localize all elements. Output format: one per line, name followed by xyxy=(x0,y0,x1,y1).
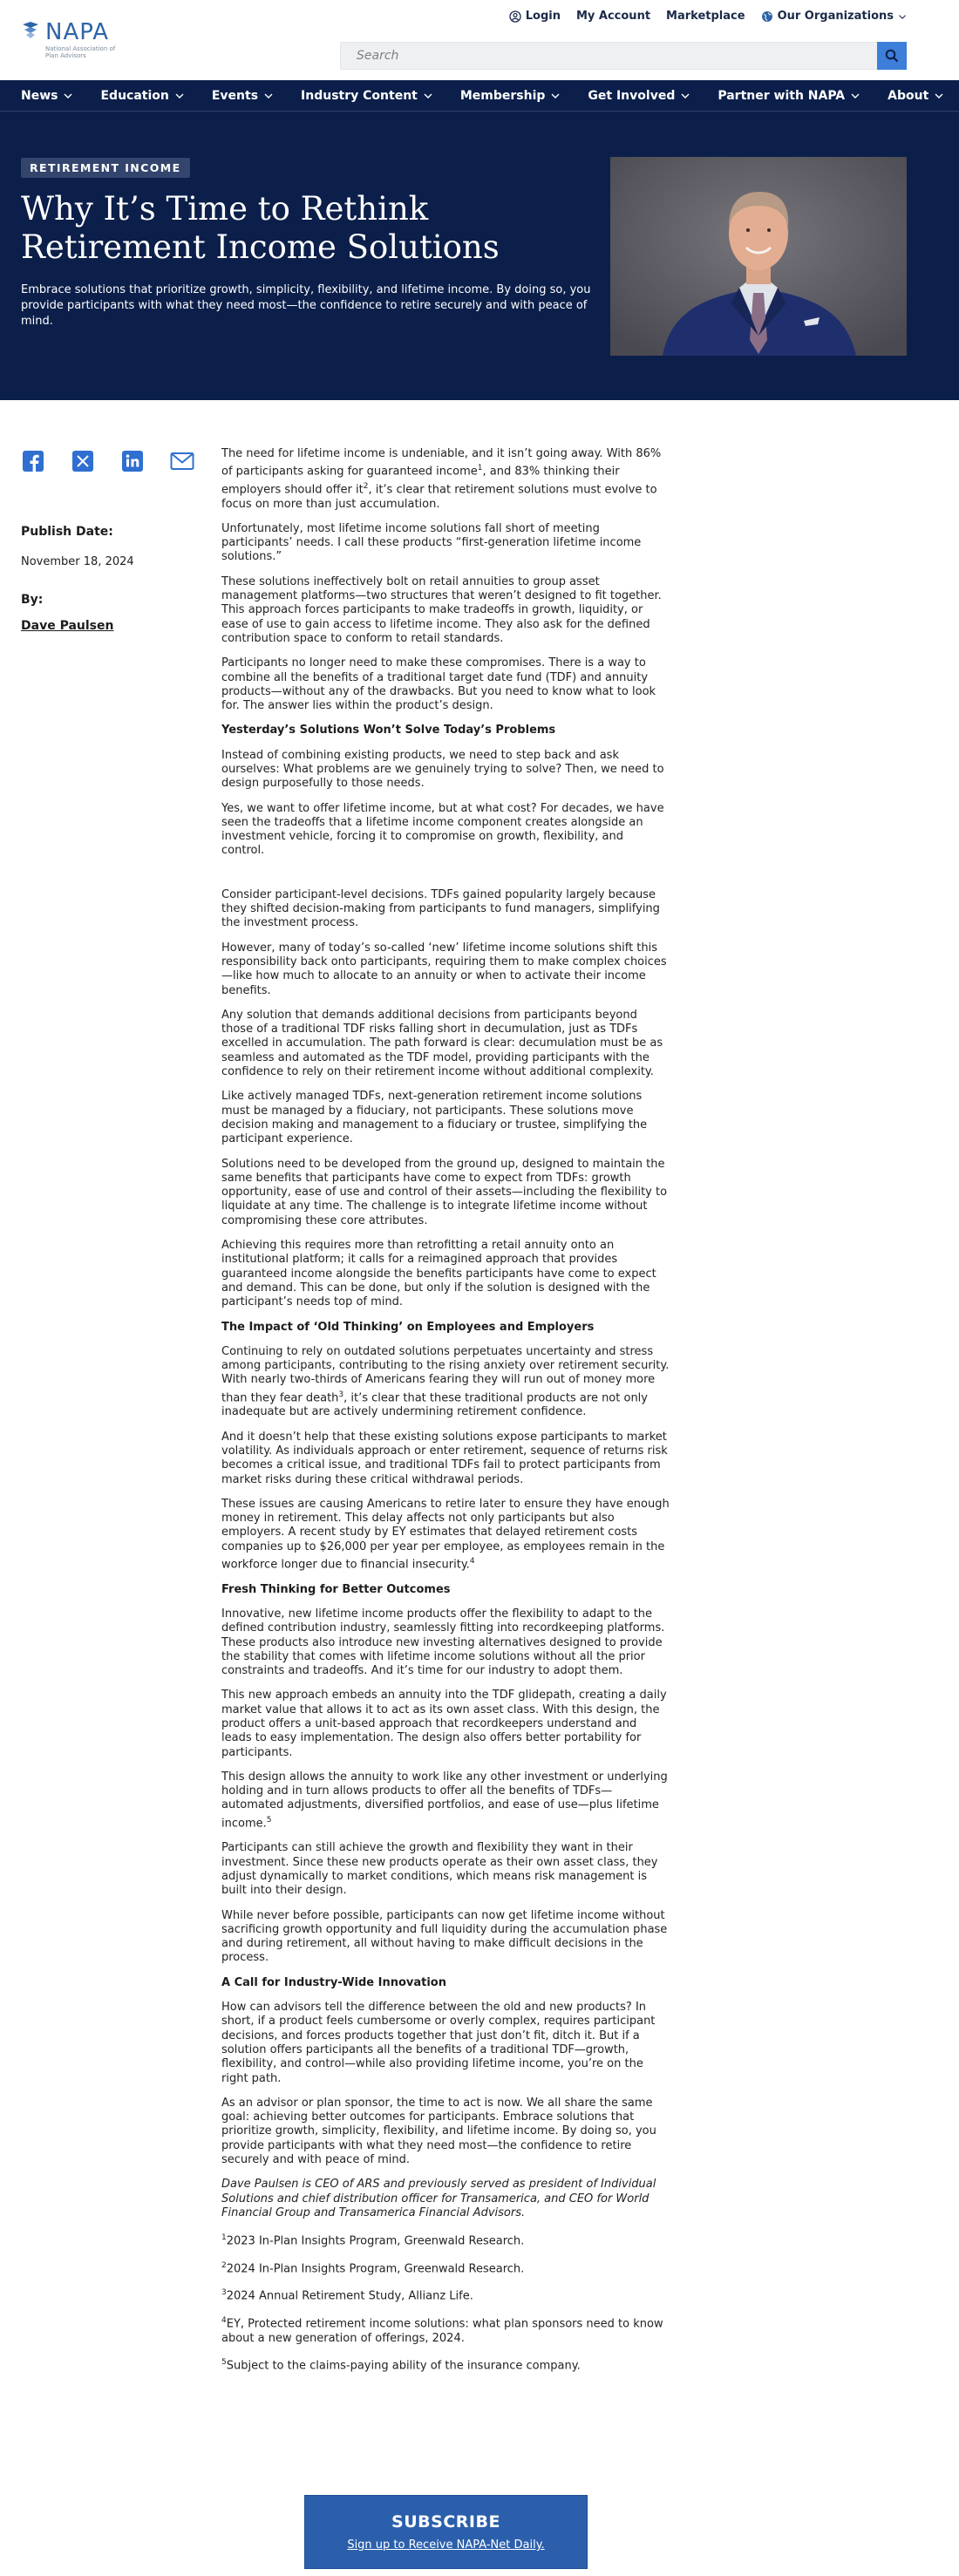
footnote-text: EY, Protected retirement income solutions: what plan sponsors need to know about a new generation of offerings, 2024. xyxy=(221,2317,663,2345)
envelope-icon xyxy=(170,451,194,472)
paragraph: How can advisors tell the difference between the old and new products? In short, if a product feels cumbersome or overly complex, requires participant decisions, and forces products together that just don’t fit, ditch it. But if a solution offers participants all the benefits of a traditional TDF—growth, flexibility, and control—while also providing lifetime income, you’re on the right path. xyxy=(221,2001,656,2085)
search-button[interactable] xyxy=(877,42,907,70)
paragraph-text: , it’s clear that retirement solutions must evolve to focus on more than just accumulation. xyxy=(221,483,657,511)
section-heading: A Call for Industry-Wide Innovation xyxy=(221,1975,446,1989)
article-title: Why It’s Time to Rethink Retirement Income Solutions xyxy=(21,190,500,266)
paragraph-text: This design allows the annuity to work like any other investment or underlying holding and in turn allows products to offer all the benefits of TDFs—automated adjustments, diversified portfolios, and ease of use—plus lifetime income. xyxy=(221,1770,668,1831)
footnote-text: 2023 In-Plan Insights Program, Greenwald Research. xyxy=(226,2234,525,2248)
subscribe-box[interactable] xyxy=(304,2495,588,2569)
nav-industry-content[interactable] xyxy=(301,89,432,103)
footnote-text: 2024 Annual Retirement Study, Allianz Life. xyxy=(226,2289,473,2303)
spacer xyxy=(221,869,670,888)
globe-icon xyxy=(761,10,773,23)
paragraph-text: Continuing to rely on outdated solutions perpetuates uncertainty and stress among participants, contributing to the rising anxiety over retirement security. With nearly two-thirds of Americans fearing they will run out of money more than they fear death xyxy=(221,1344,670,1405)
share-bar xyxy=(21,449,194,473)
email-share-button[interactable] xyxy=(170,449,194,473)
portrait-illustration xyxy=(610,157,907,356)
our-organizations-dropdown[interactable] xyxy=(761,10,907,23)
footnote-ref[interactable]: 3 xyxy=(338,1390,344,1399)
logo-mark-icon xyxy=(21,21,40,40)
paragraph: Participants no longer need to make these compromises. There is a way to combine all the benefits of a traditional target date fund (TDF) and annuity products—without any of the drawbacks. But you need to know what to look for. The answer lies within the product’s design. xyxy=(221,656,656,713)
article-hero xyxy=(0,112,959,400)
paragraph xyxy=(221,1771,670,1832)
chevron-down-icon xyxy=(935,92,943,100)
nav-events-label: Events xyxy=(211,88,259,103)
section-heading: Yesterday’s Solutions Won’t Solve Today’s Problems xyxy=(221,724,556,737)
paragraph: This new approach embeds an annuity into the TDF glidepath, creating a daily market value that allows it to act as its own asset class. With this design, the product offers a unit-based approach that recordkeepers understand and leads to easy implementation. The design also offers better portability for participants. xyxy=(221,1689,667,1759)
nav-education[interactable] xyxy=(100,89,183,103)
footnote-number: 5 xyxy=(221,2358,227,2368)
user-icon xyxy=(509,10,521,23)
paragraph: And it doesn’t help that these existing solutions expose participants to market volatility. As individuals approach or enter retirement, sequence of returns risk becomes a critical issue, and traditional TDFs fail to protect participants from market risks during these critical withdrawal periods. xyxy=(221,1430,668,1486)
nav-about[interactable] xyxy=(888,89,943,103)
author-bio: Dave Paulsen is CEO of ARS and previously served as president of Individual Solutions and chief distribution officer for Transamerica, and CEO for World Financial Group and Transamerica Financial Advisors. xyxy=(221,2178,656,2219)
paragraph: Any solution that demands additional decisions from participants beyond those of a traditional TDF risks falling short in decumulation, just as TDFs excelled in accumulation. The path forward is clear: decumulation must be as seamless and automated as the TDF model, providing participants with the confidence to rely on their retirement income without additional complexity. xyxy=(221,1008,663,1079)
paragraph: Solutions need to be developed from the ground up, designed to maintain the same benefits that participants have come to expect from TDFs: growth opportunity, ease of use and control of their assets—including the flexibility to liquidate at any time. The challenge is to integrate lifetime income without compromising these core attributes. xyxy=(221,1157,668,1227)
footnote-ref[interactable]: 2 xyxy=(363,481,369,491)
logo-subtitle: National Association of Plan Advisors xyxy=(45,45,116,59)
chevron-down-icon xyxy=(551,92,560,100)
publish-date-label: Publish Date: xyxy=(21,525,113,539)
chevron-down-icon xyxy=(264,92,273,100)
paragraph: These solutions ineffectively bolt on retail annuities to group asset management platforms—two structures that weren’t designed to fit together. This approach forces participants to make tradeoffs in growth, liquidity, or ease of use to gain access to lifetime income. They also ask for the defined contribution space to conform to retail standards. xyxy=(221,574,662,645)
paragraph: However, many of today’s so-called ‘new’ lifetime income solutions shift this responsibility back onto participants, requiring them to make complex choices—like how much to allocate to an annuity or when to activate their income benefits. xyxy=(221,941,667,997)
nav-partner-with-napa[interactable] xyxy=(718,89,860,103)
footnote xyxy=(221,2314,670,2346)
article-summary: Embrace solutions that prioritize growth, simplicity, flexibility, and lifetime income. By doing so, you provide participants with what they need most—the confidence to retire securely and with peace of mind. xyxy=(21,283,591,328)
chevron-down-icon xyxy=(424,92,432,100)
footnote-ref[interactable]: 4 xyxy=(469,1556,475,1566)
author-photo xyxy=(610,157,907,356)
paragraph xyxy=(221,1345,670,1420)
our-organizations-label: Our Organizations xyxy=(777,10,894,23)
subscribe-link[interactable]: Sign up to Receive NAPA-Net Daily. xyxy=(347,2539,545,2552)
author-link[interactable]: Dave Paulsen xyxy=(21,619,114,633)
search-icon xyxy=(885,49,899,63)
paragraph: Like actively managed TDFs, next-generation retirement income solutions must be managed by a fiduciary, not participants. These solutions move decision making and management to a fiduciary or trustee, simplifying the participant experience. xyxy=(221,1090,648,1146)
publish-date: November 18, 2024 xyxy=(21,555,134,568)
footnote-text: 2024 In-Plan Insights Program, Greenwald Research. xyxy=(226,2262,525,2276)
subscribe-title: SUBSCRIBE xyxy=(391,2512,500,2532)
napa-logo[interactable] xyxy=(21,19,134,66)
facebook-share-button[interactable] xyxy=(21,449,45,473)
paragraph: Unfortunately, most lifetime income solutions fall short of meeting participants’ needs. I call these products “first-generation lifetime income solutions.” xyxy=(221,521,642,564)
footnote xyxy=(221,2231,670,2249)
footnote-number: 2 xyxy=(221,2260,227,2270)
footnote-number: 4 xyxy=(221,2316,227,2326)
nav-get-involved[interactable] xyxy=(588,89,690,103)
footnote-number: 3 xyxy=(221,2288,227,2298)
x-icon xyxy=(71,450,94,472)
paragraph: Consider participant-level decisions. TDFs gained popularity largely because they shifted decision-making from participants to fund managers, simplifying the investment process. xyxy=(221,887,660,930)
my-account-link[interactable] xyxy=(576,10,650,23)
login-link[interactable] xyxy=(509,10,561,23)
paragraph: As an advisor or plan sponsor, the time to act is now. We all share the same goal: achieving better outcomes for participants. Embrace solutions that prioritize growth, simplicity, flexibility, and lifetime income. By doing so, you provide participants with what they need most—the confidence to retire securely and with peace of mind. xyxy=(221,2096,656,2167)
marketplace-label: Marketplace xyxy=(666,10,745,23)
paragraph-text: The need for lifetime income is undeniable, and it isn’t going away. With 86% of participants asking for guaranteed income xyxy=(221,447,662,479)
nav-news-label: News xyxy=(21,88,58,103)
paragraph: Yes, we want to offer lifetime income, but at what cost? For decades, we have seen the tradeoffs that a lifetime income component creates alongside an investment vehicle, forcing it to compromise on growth, flexibility, and control. xyxy=(221,801,664,858)
paragraph: While never before possible, participants can now get lifetime income without sacrificing growth opportunity and full liquidity during the accumulation phase and during retirement, all without having to make difficult decisions in the process. xyxy=(221,1908,668,1965)
footnote xyxy=(221,2355,670,2374)
marketplace-link[interactable] xyxy=(666,10,745,23)
nav-get-involved-label: Get Involved xyxy=(588,88,676,103)
chevron-down-icon xyxy=(175,92,184,100)
section-heading: Fresh Thinking for Better Outcomes xyxy=(221,1582,451,1596)
footnote-number: 1 xyxy=(221,2233,227,2243)
x-share-button[interactable] xyxy=(71,449,95,473)
paragraph: Instead of combining existing products, we need to step back and ask ourselves: What problems are we genuinely trying to solve? Then, we need to design purposefully to those needs. xyxy=(221,748,664,791)
login-label: Login xyxy=(525,10,561,23)
logo-text: NAPA xyxy=(45,19,110,45)
paragraph xyxy=(221,1498,670,1573)
category-tag[interactable]: RETIREMENT INCOME xyxy=(21,158,190,178)
by-label: By: xyxy=(21,593,44,607)
chevron-down-icon xyxy=(898,12,907,21)
facebook-icon xyxy=(22,450,44,472)
nav-partner-label: Partner with NAPA xyxy=(718,88,846,103)
footnote xyxy=(221,2286,670,2304)
paragraph: Achieving this requires more than retrofitting a retail annuity onto an institutional platform; it calls for a reimagined approach that provides guaranteed income alongside the benefits participants have come to expect and demand. This can be done, but only if the solution is designed with the participant’s needs top of mind. xyxy=(221,1239,656,1309)
search-bar xyxy=(340,42,907,70)
nav-events[interactable] xyxy=(212,89,273,103)
paragraph-text: , it’s clear that these traditional products are not only inadequate but are actively undermining retirement confidence. xyxy=(221,1391,648,1419)
search-input[interactable] xyxy=(341,43,873,69)
paragraph: Innovative, new lifetime income products offer the flexibility to adapt to the defined contribution industry, seamlessly fitting into recordkeeping platforms. These products also introduce new investing alternatives designed to provide the stability that comes with lifetime income solutions without all the prior constraints and tradeoffs. And it’s time for our industry to adopt them. xyxy=(221,1607,665,1678)
chevron-down-icon xyxy=(681,92,690,100)
paragraph: Participants can still achieve the growth and flexibility they want in their investment. Since these new products operate as their own asset class, they adjust dynamically to market conditions, which means risk management is built into their design. xyxy=(221,1841,658,1898)
site-header xyxy=(0,0,959,80)
my-account-label: My Account xyxy=(575,10,651,23)
chevron-down-icon xyxy=(851,92,860,100)
article-text xyxy=(221,447,670,2383)
nav-about-label: About xyxy=(888,88,929,103)
paragraph-text: , and 83% thinking their employers should offer it xyxy=(221,465,620,497)
paragraph xyxy=(221,447,670,512)
chevron-down-icon xyxy=(64,92,72,100)
utility-nav xyxy=(509,10,907,23)
nav-membership-label: Membership xyxy=(459,88,546,103)
footnote xyxy=(221,2259,670,2277)
linkedin-icon xyxy=(121,450,144,472)
main-nav xyxy=(0,80,959,112)
section-heading: The Impact of ‘Old Thinking’ on Employees and Employers xyxy=(221,1320,595,1334)
nav-membership[interactable] xyxy=(460,89,561,103)
linkedin-share-button[interactable] xyxy=(120,449,145,473)
nav-education-label: Education xyxy=(100,88,169,103)
nav-news[interactable] xyxy=(21,89,72,103)
footnote-ref[interactable]: 1 xyxy=(477,464,483,473)
article-body-section xyxy=(0,400,959,2373)
nav-industry-content-label: Industry Content xyxy=(301,88,418,103)
footnote-ref[interactable]: 5 xyxy=(266,1815,272,1825)
footnote-text: Subject to the claims-paying ability of the insurance company. xyxy=(226,2359,581,2373)
paragraph-text: These issues are causing Americans to retire later to ensure they have enough money in retirement. This delay affects not only participants but also employers. A recent study by EY estimates that delayed retirement costs companies up to $26,000 per year per employee, as employees remain in the workforce longer due to financial insecurity. xyxy=(221,1497,670,1572)
